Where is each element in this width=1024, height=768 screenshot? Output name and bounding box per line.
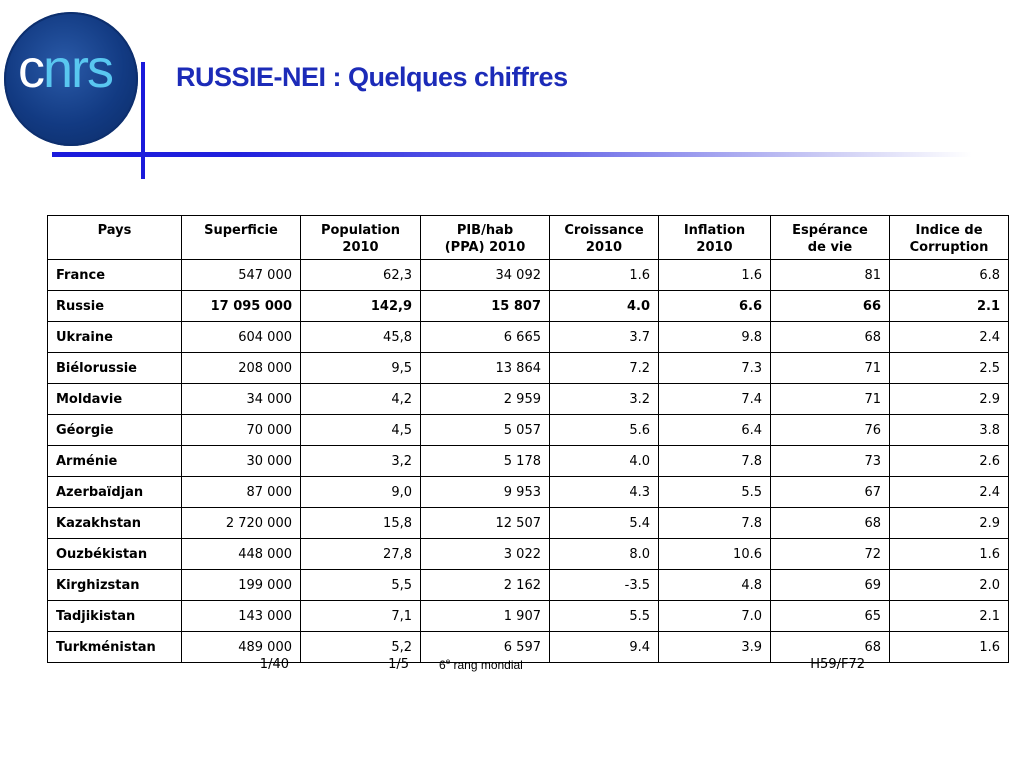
value-cell: 3.8 [890,415,1009,446]
country-cell: Russie [48,291,182,322]
value-cell: 7.8 [659,508,771,539]
value-cell: 2.4 [890,322,1009,353]
value-cell: -3.5 [550,570,659,601]
header-superficie: Superficie [182,216,301,260]
table-row [48,570,1009,601]
value-cell: 68 [771,322,890,353]
header-croissance: Croissance 2010 [550,216,659,260]
country-cell: Kirghizstan [48,570,182,601]
value-cell: 3.2 [550,384,659,415]
value-cell: 489 000 [182,632,301,663]
value-cell: 5.5 [550,601,659,632]
value-cell: 9,0 [301,477,421,508]
country-cell: Ukraine [48,322,182,353]
value-cell: 2 720 000 [182,508,301,539]
country-cell: Géorgie [48,415,182,446]
value-cell: 5,2 [301,632,421,663]
value-cell: 6 665 [421,322,550,353]
value-cell: 68 [771,508,890,539]
header-pays: Pays [48,216,182,260]
country-cell: Turkménistan [48,632,182,663]
logo-wordmark: cnrs [18,39,113,99]
value-cell: 7.4 [659,384,771,415]
value-cell: 30 000 [182,446,301,477]
value-cell: 15 807 [421,291,550,322]
header-inflation: Inflation 2010 [659,216,771,260]
value-cell: 7.0 [659,601,771,632]
value-cell: 4.0 [550,291,659,322]
header-population: Population 2010 [301,216,421,260]
value-cell: 9.8 [659,322,771,353]
value-cell: 2 959 [421,384,550,415]
statistics-table [47,215,1009,663]
value-cell: 7.8 [659,446,771,477]
value-cell: 2.5 [890,353,1009,384]
value-cell: 604 000 [182,322,301,353]
country-cell: Biélorussie [48,353,182,384]
value-cell: 2.6 [890,446,1009,477]
header-corruption: Indice de Corruption [890,216,1009,260]
value-cell: 4,2 [301,384,421,415]
value-cell: 4.3 [550,477,659,508]
value-cell: 4.8 [659,570,771,601]
country-cell: Azerbaïdjan [48,477,182,508]
value-cell: 17 095 000 [182,291,301,322]
country-cell: Ouzbékistan [48,539,182,570]
value-cell: 199 000 [182,570,301,601]
value-cell: 5.4 [550,508,659,539]
value-cell: 4,5 [301,415,421,446]
value-cell: 4.0 [550,446,659,477]
value-cell: 15,8 [301,508,421,539]
table-row [48,415,1009,446]
value-cell: 3.9 [659,632,771,663]
value-cell: 9.4 [550,632,659,663]
value-cell: 34 000 [182,384,301,415]
country-cell: Moldavie [48,384,182,415]
header-esperance: Espérance de vie [771,216,890,260]
value-cell: 67 [771,477,890,508]
table-row [48,291,1009,322]
value-cell: 143 000 [182,601,301,632]
value-cell: 6 597 [421,632,550,663]
value-cell: 2.1 [890,601,1009,632]
value-cell: 5 057 [421,415,550,446]
value-cell: 76 [771,415,890,446]
value-cell: 87 000 [182,477,301,508]
note-esperance: H59/F72 [810,657,865,672]
value-cell: 62,3 [301,260,421,291]
value-cell: 142,9 [301,291,421,322]
table-row [48,322,1009,353]
value-cell: 7.3 [659,353,771,384]
horizontal-divider [52,152,972,157]
country-cell: Tadjikistan [48,601,182,632]
value-cell: 5.5 [659,477,771,508]
value-cell: 69 [771,570,890,601]
value-cell: 71 [771,384,890,415]
value-cell: 13 864 [421,353,550,384]
value-cell: 8.0 [550,539,659,570]
value-cell: 6.8 [890,260,1009,291]
table-row [48,384,1009,415]
value-cell: 68 [771,632,890,663]
value-cell: 27,8 [301,539,421,570]
value-cell: 65 [771,601,890,632]
value-cell: 1.6 [890,632,1009,663]
country-cell: France [48,260,182,291]
value-cell: 1 907 [421,601,550,632]
value-cell: 6.4 [659,415,771,446]
value-cell: 3.7 [550,322,659,353]
value-cell: 547 000 [182,260,301,291]
table-row [48,508,1009,539]
value-cell: 3,2 [301,446,421,477]
country-cell: Arménie [48,446,182,477]
value-cell: 9,5 [301,353,421,384]
table-body [48,260,1009,663]
value-cell: 5,5 [301,570,421,601]
table-header-row [48,216,1009,260]
value-cell: 2.9 [890,508,1009,539]
value-cell: 448 000 [182,539,301,570]
header-pib: PIB/hab (PPA) 2010 [421,216,550,260]
table-row [48,260,1009,291]
value-cell: 34 092 [421,260,550,291]
note-pib-rank: 6e rang mondial [439,657,523,672]
note-superficie: 1/40 [259,657,289,672]
value-cell: 2.9 [890,384,1009,415]
value-cell: 1.6 [550,260,659,291]
value-cell: 5.6 [550,415,659,446]
cnrs-logo [4,12,138,146]
country-cell: Kazakhstan [48,508,182,539]
value-cell: 45,8 [301,322,421,353]
value-cell: 2.0 [890,570,1009,601]
value-cell: 10.6 [659,539,771,570]
table-row [48,353,1009,384]
value-cell: 3 022 [421,539,550,570]
value-cell: 70 000 [182,415,301,446]
value-cell: 12 507 [421,508,550,539]
value-cell: 66 [771,291,890,322]
value-cell: 1.6 [659,260,771,291]
value-cell: 208 000 [182,353,301,384]
value-cell: 6.6 [659,291,771,322]
value-cell: 2.4 [890,477,1009,508]
value-cell: 2.1 [890,291,1009,322]
table-row [48,539,1009,570]
page-title: RUSSIE-NEI : Quelques chiffres [176,62,568,92]
value-cell: 71 [771,353,890,384]
table-row [48,446,1009,477]
vertical-divider [141,62,145,179]
value-cell: 81 [771,260,890,291]
value-cell: 2 162 [421,570,550,601]
table-row [48,477,1009,508]
value-cell: 9 953 [421,477,550,508]
value-cell: 72 [771,539,890,570]
value-cell: 7.2 [550,353,659,384]
note-population: 1/5 [388,657,409,672]
value-cell: 7,1 [301,601,421,632]
value-cell: 73 [771,446,890,477]
table-row [48,601,1009,632]
value-cell: 1.6 [890,539,1009,570]
value-cell: 5 178 [421,446,550,477]
